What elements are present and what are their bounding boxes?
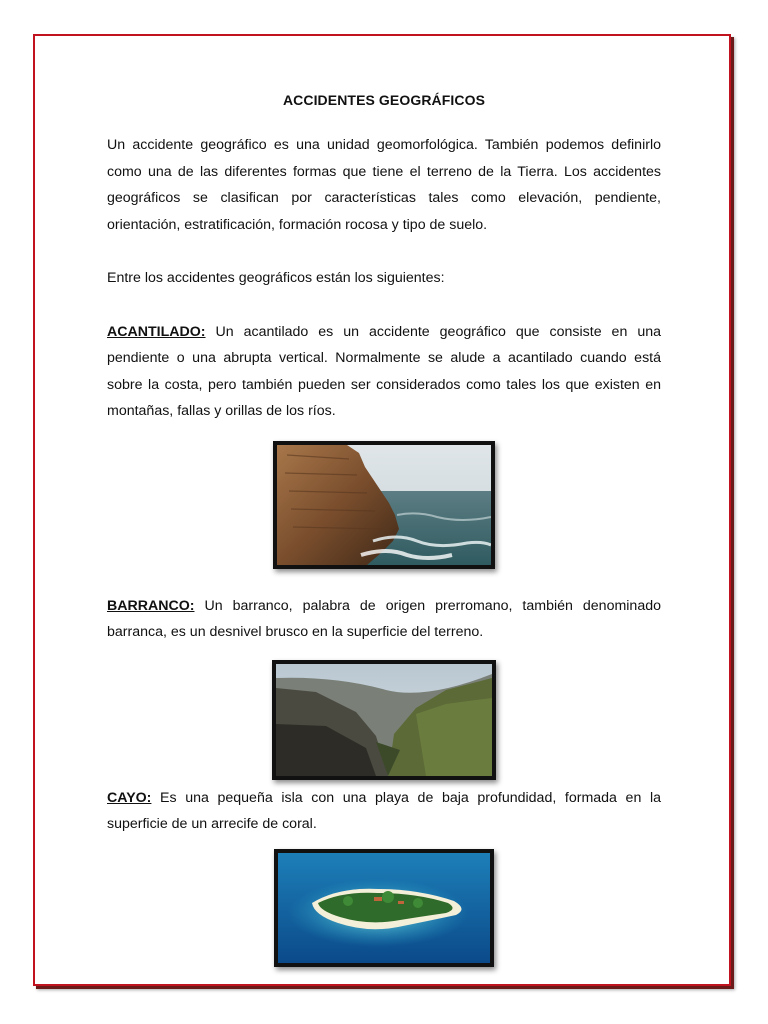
ravine-photo (272, 660, 496, 780)
term-acantilado: ACANTILADO: (107, 323, 206, 340)
definition-acantilado: Un acantilado es un accidente geográfico que consiste en una pendiente o una abrupta vertical. Normalmente se alude a acantilado cuando está sobre la costa, pero también pueden ser considerados como tales los que existen en montañas, fallas y orillas de los ríos. (107, 323, 661, 419)
document-body (107, 84, 661, 967)
section-barranco (107, 593, 661, 646)
term-barranco: BARRANCO: (107, 597, 195, 614)
definition-cayo: Es una pequeña isla con una playa de baja profundidad, formada en la superficie de un arrecife de coral. (107, 789, 661, 832)
island-photo (274, 849, 494, 967)
section-acantilado (107, 319, 661, 425)
definition-barranco: Un barranco, palabra de origen prerromano, también denominado barranca, es un desnivel brusco en la superficie del terreno. (107, 597, 661, 640)
intro-paragraph: Un accidente geográfico es una unidad geomorfológica. También podemos definirlo como una de las diferentes formas que tiene el terreno de la Tierra. Los accidentes geográficos se clasifican por características tales como elevación, pendiente, orientación, estratificación, formación rocosa y tipo de suelo. (107, 137, 661, 233)
term-cayo: CAYO: (107, 789, 152, 806)
list-intro-paragraph: Entre los accidentes geográficos están los siguientes: (107, 270, 445, 286)
page-title: ACCIDENTES GEOGRÁFICOS (282, 92, 486, 108)
cliff-photo (273, 441, 495, 569)
section-cayo (107, 785, 661, 838)
